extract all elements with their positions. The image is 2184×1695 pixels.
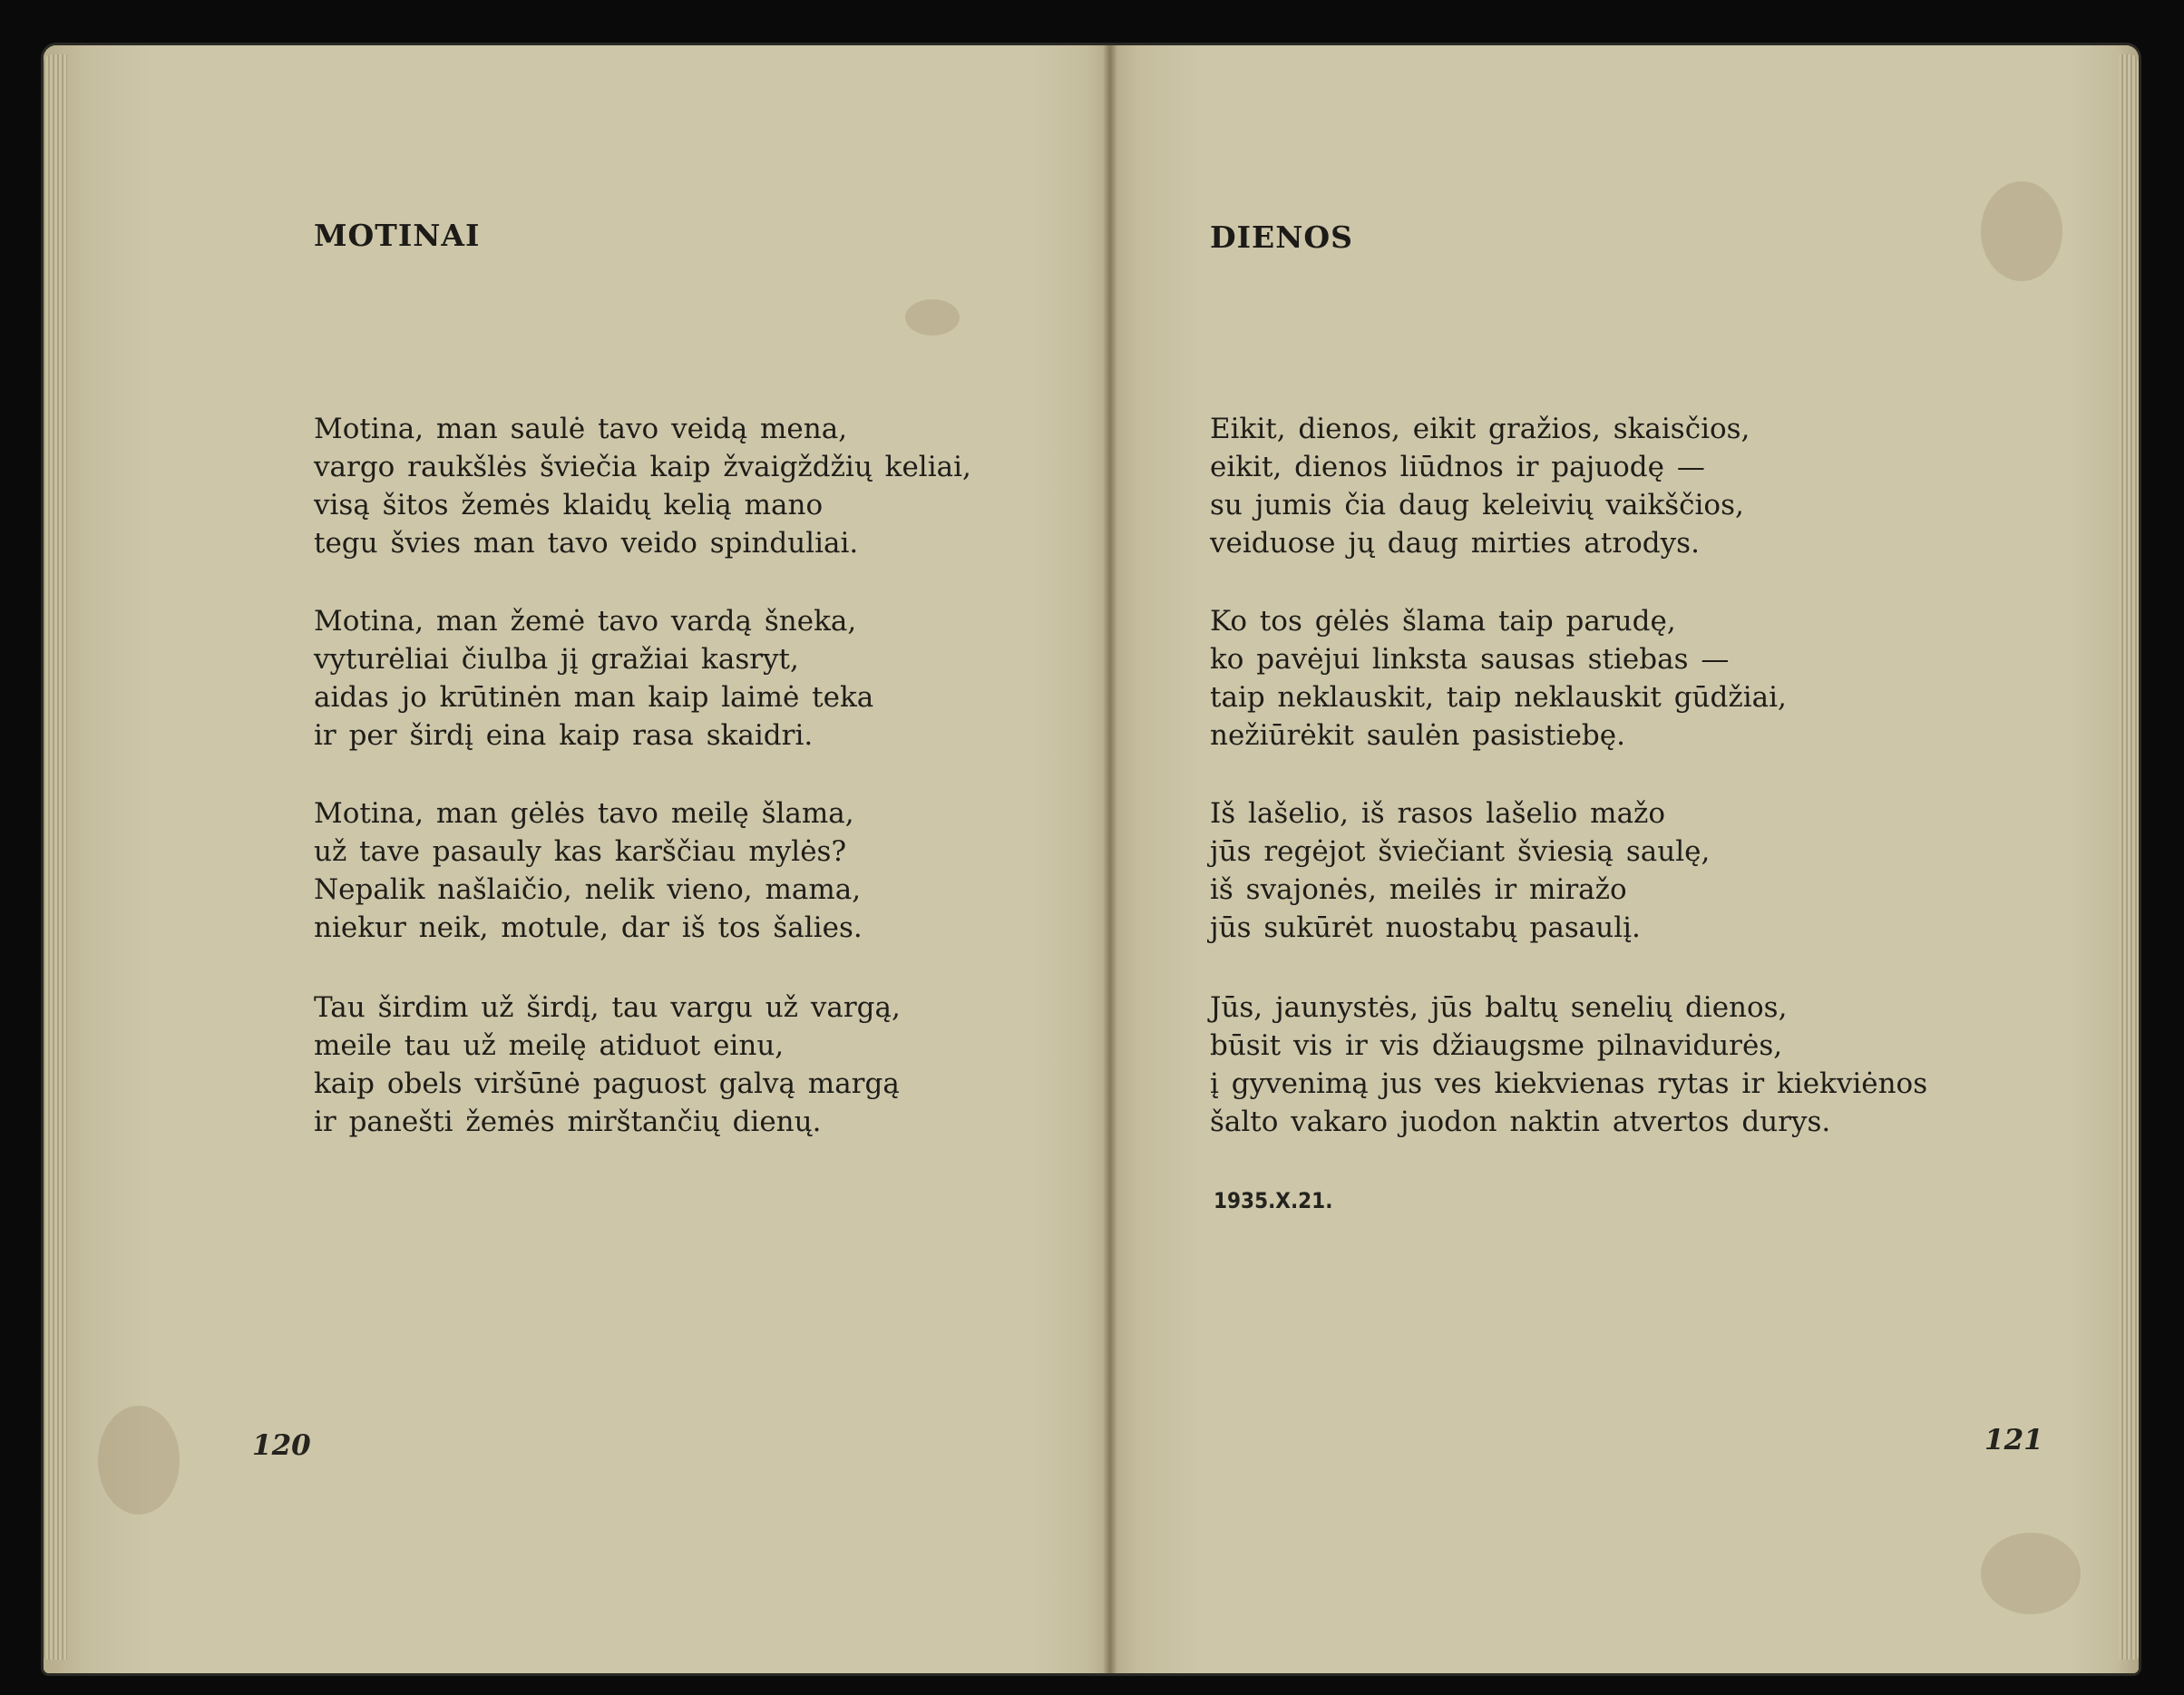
left-stanza-3 <box>314 794 863 947</box>
poem-line: šalto vakaro juodon naktin atvertos durys. <box>1210 1106 1831 1138</box>
poem-line: meile tau už meilę atiduot einu, <box>314 1029 785 1062</box>
page-edges-right <box>2119 54 2139 1660</box>
paper-stain <box>1981 181 2062 281</box>
poem-line: aidas jo krūtinėn man kaip laimė teka <box>314 681 874 714</box>
poem-line: jūs regėjot šviečiant šviesią saulę, <box>1210 835 1711 868</box>
poem-line: ir per širdį eina kaip rasa skaidri. <box>314 719 814 752</box>
poem-line: nežiūrėkit saulėn pasistiebę. <box>1210 719 1625 752</box>
book-spread <box>44 45 2139 1673</box>
left-stanza-4 <box>314 989 901 1141</box>
left-page-number: 120 <box>252 1429 311 1462</box>
poem-line: taip neklauskit, taip neklauskit gūdžiai, <box>1210 681 1787 714</box>
left-poem-title: MOTINAI <box>314 218 481 253</box>
right-stanza-1 <box>1210 410 1750 562</box>
page-edges-left <box>44 54 67 1660</box>
poem-line: su jumis čia daug keleivių vaikščios, <box>1210 489 1744 521</box>
poem-line: ir panešti žemės mirštančių dienų. <box>314 1106 822 1138</box>
poem-line: Iš lašelio, iš rasos lašelio mažo <box>1210 797 1666 830</box>
poem-line: visą šitos žemės klaidų kelią mano <box>314 489 824 521</box>
paper-stain <box>905 299 960 336</box>
right-stanza-2 <box>1210 602 1787 755</box>
poem-line: Motina, man saulė tavo veidą mena, <box>314 413 848 445</box>
poem-line: jūs sukūrėt nuostabų pasaulį. <box>1210 911 1641 944</box>
poem-line: Tau širdim už širdį, tau vargu už vargą, <box>314 991 901 1024</box>
right-stanza-3 <box>1210 794 1710 947</box>
poem-line: už tave pasauly kas karščiau mylės? <box>314 835 847 868</box>
poem-line: eikit, dienos liūdnos ir pajuodę — <box>1210 451 1705 483</box>
poem-line: veiduose jų daug mirties atrodys. <box>1210 527 1700 560</box>
right-page <box>1110 45 2139 1673</box>
poem-line: Ko tos gėlės šlama taip parudę, <box>1210 605 1676 638</box>
paper-stain <box>98 1406 180 1515</box>
right-page-number: 121 <box>1984 1424 2043 1456</box>
right-poem-title: DIENOS <box>1210 219 1353 255</box>
poem-line: tegu švies man tavo veido spinduliai. <box>314 527 859 560</box>
left-stanza-2 <box>314 602 873 755</box>
right-stanza-4 <box>1210 989 1927 1141</box>
poem-line: Motina, man gėlės tavo meilę šlama, <box>314 797 854 830</box>
poem-line: niekur neik, motule, dar iš tos šalies. <box>314 911 863 944</box>
poem-line: vyturėliai čiulba jį gražiai kasryt, <box>314 643 799 676</box>
poem-line: Eikit, dienos, eikit gražios, skaisčios, <box>1210 413 1750 445</box>
poem-date: 1935.X.21. <box>1214 1188 1333 1213</box>
poem-line: iš svajonės, meilės ir miražo <box>1210 873 1627 906</box>
left-stanza-1 <box>314 410 971 562</box>
poem-line: Nepalik našlaičio, nelik vieno, mama, <box>314 873 862 906</box>
paper-stain <box>1981 1533 2081 1614</box>
poem-line: Motina, man žemė tavo vardą šneka, <box>314 605 857 638</box>
poem-line: Jūs, jaunystės, jūs baltų senelių dienos, <box>1210 991 1788 1024</box>
poem-line: būsit vis ir vis džiaugsme pilnavidurės, <box>1210 1029 1783 1062</box>
left-page <box>44 45 1110 1673</box>
poem-line: į gyvenimą jus ves kiekvienas rytas ir kiekviėnos <box>1210 1067 1928 1100</box>
poem-line: ko pavėjui linksta sausas stiebas — <box>1210 643 1730 676</box>
poem-line: kaip obels viršūnė paguost galvą margą <box>314 1067 900 1100</box>
book-gutter <box>1103 45 1117 1673</box>
poem-line: vargo raukšlės šviečia kaip žvaigždžių keliai, <box>314 451 971 483</box>
